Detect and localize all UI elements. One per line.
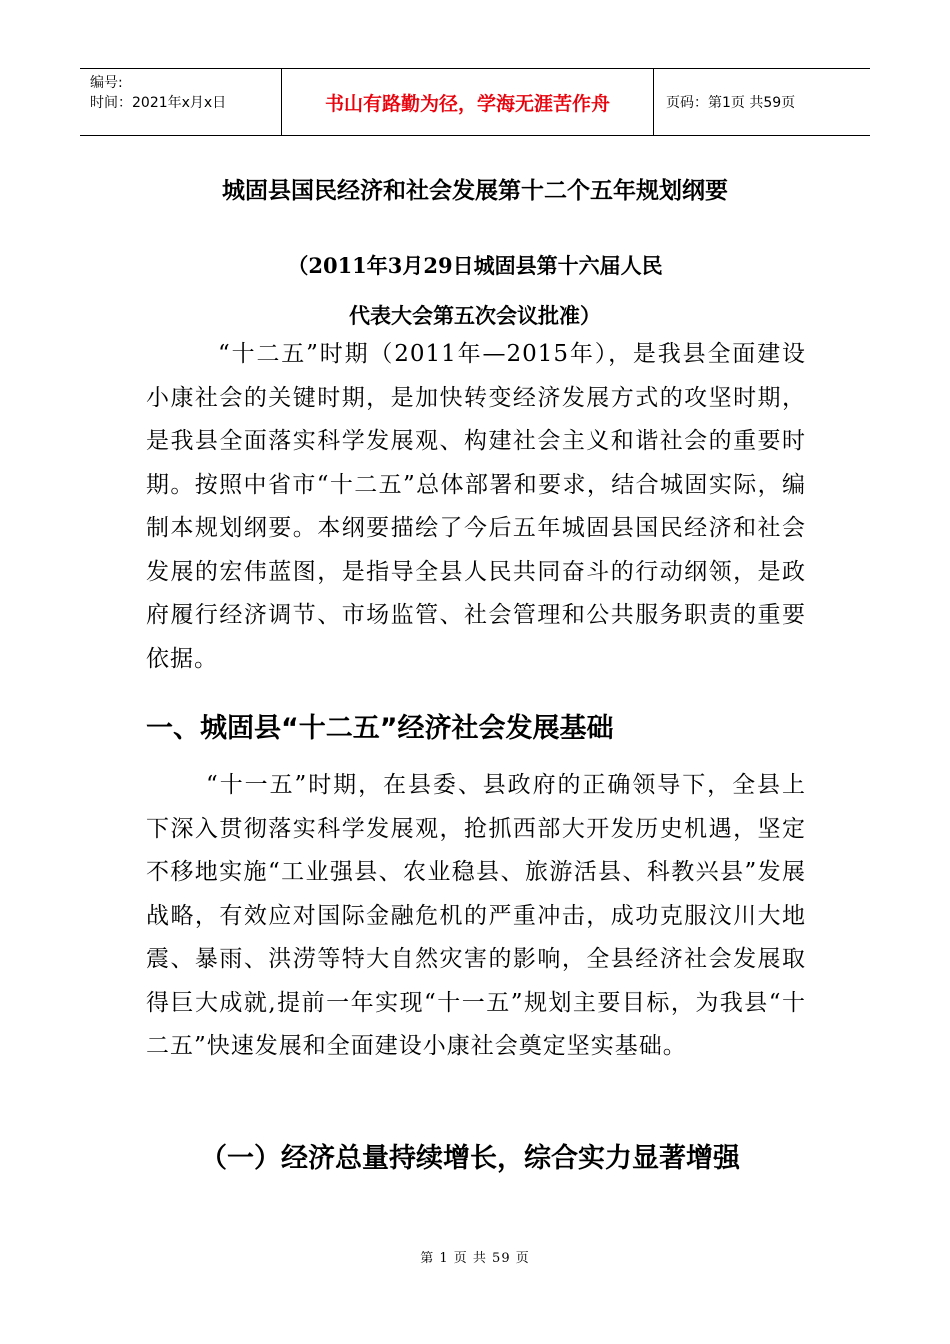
header-page-info: 页码：第1页 共59页 — [666, 95, 796, 111]
header-meta-cell — [80, 69, 282, 135]
section-1-heading: 一、城固县“十二五”经济社会发展基础 — [146, 713, 614, 744]
header-motto: 书山有路勤为径，学海无涯苦作舟 — [324, 92, 610, 115]
document-subtitle-line-1: （2011年3月29日城固县第十六届人民 — [287, 253, 663, 278]
subsection-1-heading: （一）经济总量持续增长，综合实力显著增强 — [200, 1143, 740, 1174]
document-number-label: 编号: — [90, 75, 123, 91]
document-title: 城固县国民经济和社会发展第十二个五年规划纲要 — [222, 177, 728, 204]
document-date-label: 时间：2021年x月x日 — [90, 95, 227, 111]
header-table — [80, 68, 870, 136]
page-footer: 第 1 页 共 59 页 — [420, 1251, 530, 1266]
header-motto-cell — [282, 69, 654, 135]
intro-paragraph: “十二五”时期（2011年—2015年），是我县全面建设小康社会的关键时期，是加快转变经济发展方式的攻坚时期，是我县全面落实科学发展观、构建社会主义和谐社会的重要时期。按照中省市“十二五”总体部署和要求，结合城固实际，编制本规划纲要。本纲要描绘了今后五年城固县国民经济和社会发展的宏伟蓝图，是指导全县人民共同奋斗的行动纲领，是政府履行经济调节、市场监管、社会管理和公共服务职责的重要依据。 — [146, 341, 806, 672]
header-page-cell — [654, 69, 870, 135]
section-1-paragraph: “十一五”时期，在县委、县政府的正确领导下，全县上下深入贯彻落实科学发展观，抢抓西部大开发历史机遇，坚定不移地实施“工业强县、农业稳县、旅游活县、科教兴县”发展战略，有效应对国际金融危机的严重冲击，成功克服汶川大地震、暴雨、洪涝等特大自然灾害的影响，全县经济社会发展取得巨大成就,提前一年实现“十一五”规划主要目标，为我县“十二五”快速发展和全面建设小康社会奠定坚实基础。 — [146, 772, 806, 1059]
document-subtitle-line-2: 代表大会第五次会议批准） — [349, 303, 601, 328]
